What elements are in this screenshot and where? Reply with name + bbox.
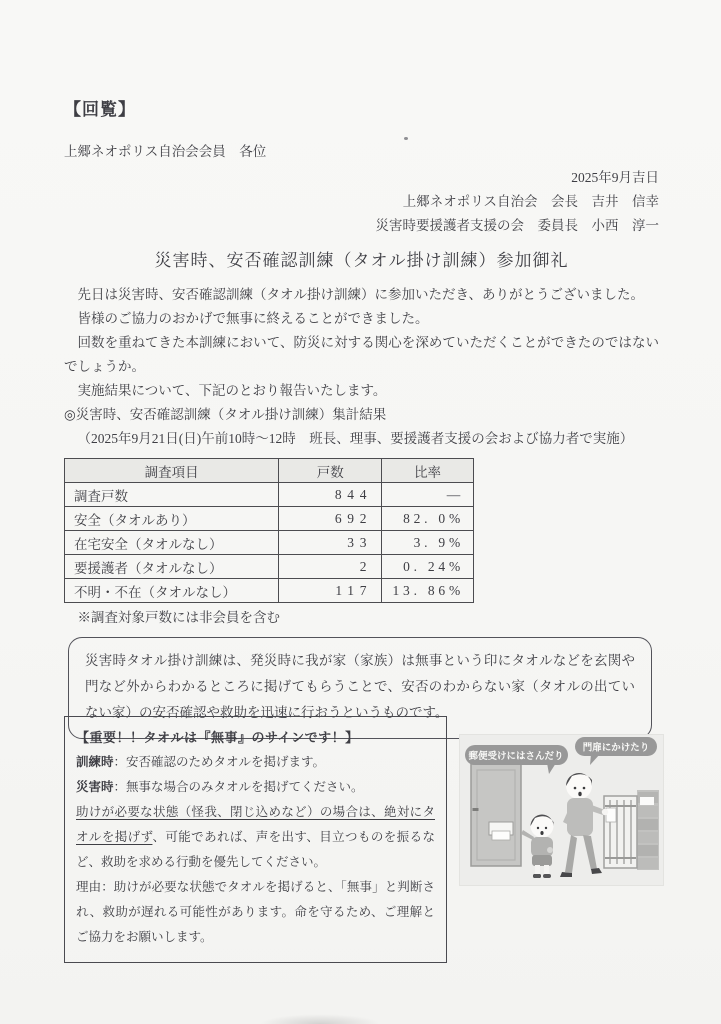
bubble-gate-text: 門扉にかけたり	[582, 743, 650, 754]
important-heading: 【重要！！タオルは『無事』のサインです！】	[76, 730, 359, 745]
training-time-line	[76, 750, 435, 775]
disaster-label: 災害時	[76, 780, 114, 794]
col-header-households: 戸数	[279, 459, 382, 483]
results-heading: ◎災害時、安否確認訓練（タオル掛け訓練）集計結果	[64, 407, 387, 422]
table-row	[65, 483, 474, 507]
row-label: 安全（タオルあり）	[65, 507, 279, 531]
document-content	[64, 95, 659, 739]
gate-graphic	[604, 796, 637, 868]
help-underlined-text: 助けが必要な状態（怪我、閉じ込めなど）の場合は、絶対にタオルを掲げず	[76, 805, 435, 844]
table-row	[65, 555, 474, 579]
table-header-row	[65, 459, 474, 483]
circulation-label: 【回覧】	[64, 100, 136, 119]
row-count: 2	[279, 555, 382, 579]
child-figure	[521, 815, 554, 879]
report-intro: 実施結果について、下記のとおり報告いたします。	[77, 383, 387, 398]
row-ratio: 82. 0%	[382, 507, 474, 531]
row-label: 調査戸数	[65, 483, 279, 507]
adult-figure	[560, 773, 608, 877]
row-ratio: ―	[382, 483, 474, 507]
row-count: 844	[279, 483, 382, 507]
training-text: ：安否確認のためタオルを掲げます。	[113, 755, 326, 769]
document-date: 2025年9月吉日	[571, 170, 659, 185]
table-row	[65, 579, 474, 603]
results-table	[64, 458, 474, 603]
row-ratio: 13. 86%	[382, 579, 474, 603]
paragraph-awareness: 回数を重ねてきた本訓練において、防災に対する関心を深めていただくことができたのではないでしょうか。	[64, 335, 659, 374]
paragraph-cooperation: 皆様のご協力のおかげで無事に終えることができました。	[77, 311, 429, 326]
table-row	[65, 531, 474, 555]
illustration-svg	[459, 734, 664, 886]
col-header-ratio: 比率	[382, 459, 474, 483]
speech-bubble-gate	[575, 737, 657, 765]
results-schedule: （2025年9月21日(日)午前10時～12時 班長、理事、要援護者支援の会および協力者で実施）	[77, 431, 634, 446]
brick-pillar-graphic	[637, 790, 659, 870]
row-ratio: 0. 24%	[382, 555, 474, 579]
row-count: 117	[279, 579, 382, 603]
training-label: 訓練時	[76, 755, 114, 769]
towel-hanging-illustration	[459, 734, 664, 886]
explanation-box: 災害時タオル掛け訓練は、発災時に我が家（家族）は無事という印にタオルなどを玄関や門など外からわかるところに掲げてもらうことで、安否のわからない家（タオルの出ていない家）の安否確認や救助を迅速に行おうというものです。	[68, 637, 652, 739]
row-ratio: 3. 9%	[382, 531, 474, 555]
bottom-area	[64, 716, 664, 963]
sender-committee-chair: 災害時要援護者支援の会 委員長 小西 淳一	[375, 218, 659, 233]
document-title: 災害時、安否確認訓練（タオル掛け訓練）参加御礼	[154, 251, 569, 270]
row-label: 在宅安全（タオルなし）	[65, 531, 279, 555]
table-row	[65, 507, 474, 531]
door-graphic	[471, 764, 521, 866]
scan-artifact-shadow	[260, 1014, 380, 1024]
disaster-time-line	[76, 775, 435, 800]
disaster-text: ：無事な場合のみタオルを掲げてください。	[113, 780, 364, 794]
help-rest-text: 、可能であれば、声を出す、目立つものを振るなど、救助を求める行動を優先してください。	[76, 830, 435, 869]
bubble-mailbox-text: 郵便受けにはさんだり	[468, 752, 564, 762]
sender-block	[64, 166, 659, 238]
help-instruction	[76, 800, 435, 875]
row-label: 不明・不在（タオルなし）	[65, 579, 279, 603]
row-count: 692	[279, 507, 382, 531]
paragraph-thanks: 先日は災害時、安否確認訓練（タオル掛け訓練）に参加いただき、ありがとうございました。	[77, 287, 644, 302]
col-header-item: 調査項目	[65, 459, 279, 483]
reason-text: 理由：助けが必要な状態でタオルを掲げると、「無事」と判断され、救助が遅れる可能性があります。命を守るため、ご理解とご協力をお願いします。	[76, 880, 435, 944]
row-label: 要援護者（タオルなし）	[65, 555, 279, 579]
addressee-line: 上郷ネオポリス自治会会員 各位	[64, 144, 267, 159]
sender-chairman: 上郷ネオポリス自治会 会長 吉井 信幸	[402, 194, 659, 209]
body-paragraphs	[64, 283, 659, 403]
table-note: ※調査対象戸数には非会員を含む	[77, 610, 280, 625]
important-notice-box	[64, 716, 447, 963]
row-count: 33	[279, 531, 382, 555]
